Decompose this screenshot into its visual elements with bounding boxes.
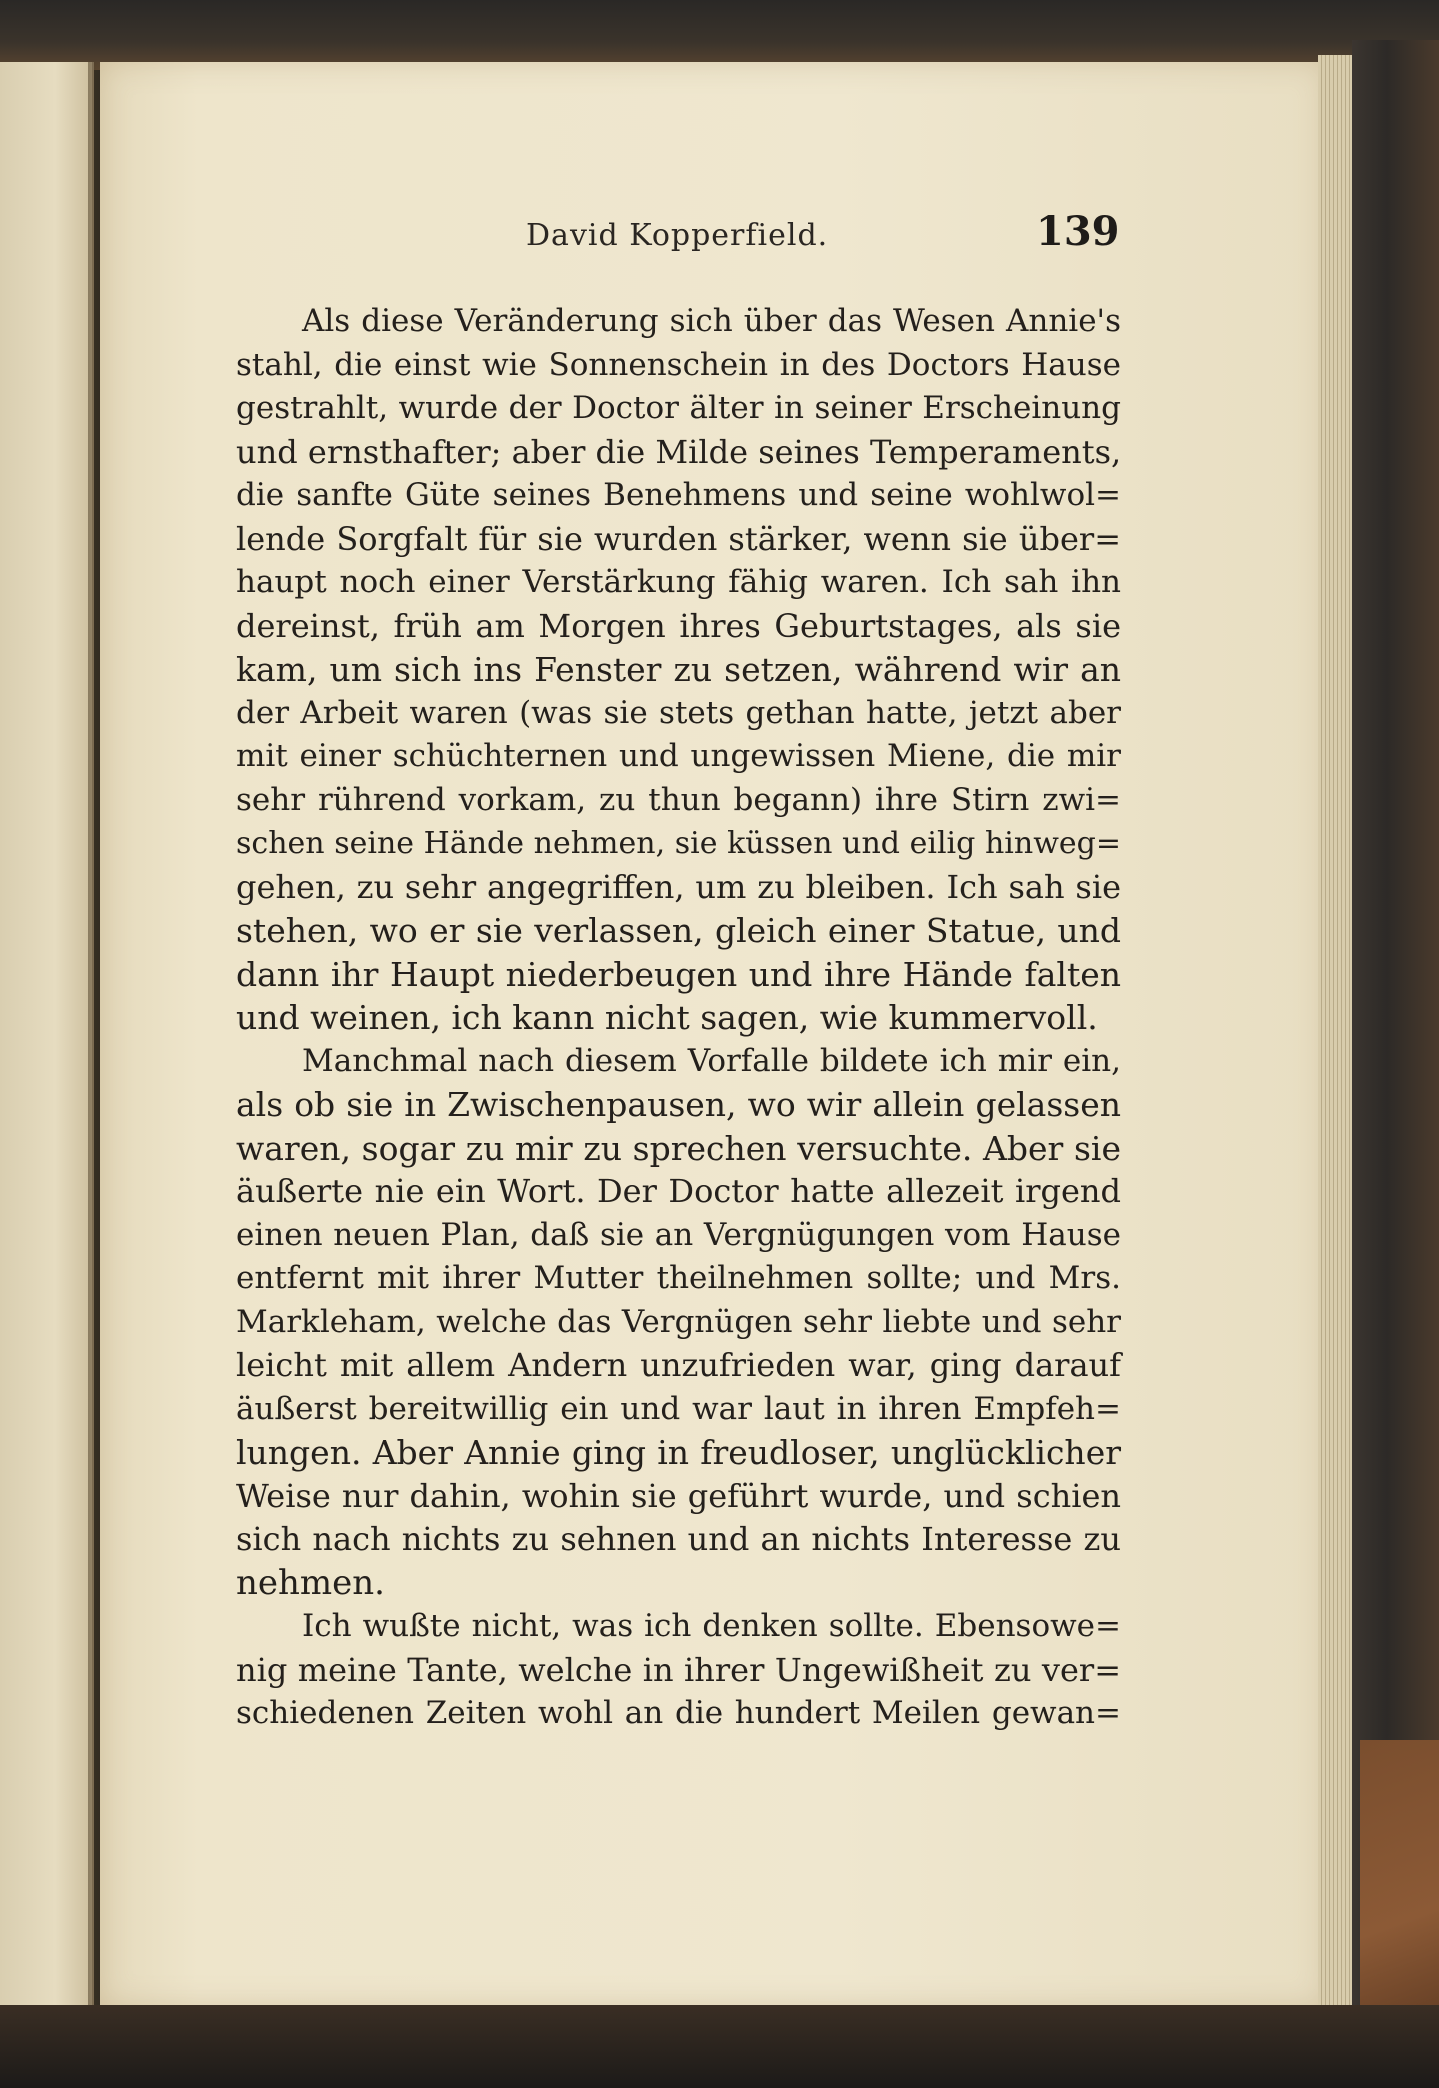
book-bottom-edge (0, 2005, 1439, 2088)
text-line: äußerte nie ein Wort. Der Doctor hatte allezeit irgend (236, 1172, 1121, 1210)
text-line: Markleham, welche das Vergnügen sehr liebte und sehr (236, 1303, 1121, 1340)
text-line: als ob sie in Zwischenpausen, wo wir allein gelassen (236, 1085, 1121, 1124)
text-line: gehen, zu sehr angegriffen, um zu bleiben. Ich sah sie (236, 867, 1121, 906)
text-line: haupt noch einer Verstärkung fähig waren. Ich sah ihn (236, 564, 1121, 600)
text-line: sehr rührend vorkam, zu thun begann) ihre Stirn zwi= (236, 781, 1121, 818)
text-line: schen seine Hände nehmen, sie küssen und eilig hinweg= (236, 826, 1121, 861)
text-line: dann ihr Haupt niederbeugen und ihre Hände falten (236, 954, 1121, 994)
text-line: leicht mit allem Andern unzufrieden war, ging darauf (236, 1346, 1121, 1384)
book-cover-corner (1360, 1740, 1439, 2040)
text-line: und ernsthafter; aber die Milde seines Temperaments, (236, 432, 1122, 471)
text-line: Weise nur dahin, wohin sie geführt wurde, und schien (236, 1476, 1121, 1515)
text-line: der Arbeit waren (was sie stets gethan hatte, jetzt aber (236, 694, 1121, 731)
text-line: die sanfte Güte seines Benehmens und seine wohlwol= (236, 477, 1121, 513)
paragraph-1 (236, 300, 1121, 1040)
book-top-edge (0, 0, 1439, 70)
page-number: 139 (1036, 208, 1120, 255)
paragraph-2 (236, 1040, 1121, 1606)
text-line: Ich wußte nicht, was ich denken sollte. Ebensowe= (302, 1608, 1121, 1644)
text-line: sich nach nichts zu sehnen und an nichts Interesse zu (236, 1520, 1121, 1558)
text-line: lende Sorgfalt für sie wurden stärker, wenn sie über= (236, 519, 1121, 558)
text-line: dereinst, früh am Morgen ihres Geburtstages, als sie (236, 606, 1121, 645)
text-line: Manchmal nach diesem Vorfalle bildete ich mir ein, (302, 1042, 1121, 1079)
text-line: stehen, wo er sie verlassen, gleich einer Statue, und (236, 911, 1121, 950)
running-title: David Kopperfield. (526, 218, 829, 253)
text-line: nehmen. (236, 1562, 385, 1603)
text-line: Als diese Veränderung sich über das Wesen Annie's (302, 303, 1121, 339)
text-line: einen neuen Plan, daß sie an Vergnügungen vom Hause (236, 1216, 1121, 1253)
body-text (236, 300, 1121, 1736)
text-line: schiedenen Zeiten wohl an die hundert Meilen gewan= (236, 1695, 1121, 1731)
text-line: äußerst bereitwillig ein und war laut in ihren Empfeh= (236, 1390, 1121, 1427)
text-line: nig meine Tante, welche in ihrer Ungewißheit zu ver= (236, 1650, 1121, 1689)
text-line: und weinen, ich kann nicht sagen, wie kummervoll. (236, 998, 1098, 1037)
text-line: waren, sogar zu mir zu sprechen versuchte. Aber sie (236, 1128, 1121, 1168)
text-line: lungen. Aber Annie ging in freudloser, unglücklicher (236, 1433, 1121, 1472)
text-line: gestrahlt, wurde der Doctor älter in seiner Erscheinung (236, 390, 1121, 426)
paragraph-3 (236, 1605, 1121, 1736)
text-line: mit einer schüchternen und ungewissen Miene, die mir (236, 738, 1121, 774)
left-page-edge (0, 62, 94, 2022)
text-line: entfernt mit ihrer Mutter theilnehmen sollte; und Mrs. (236, 1260, 1121, 1296)
text-line: kam, um sich ins Fenster zu setzen, während wir an (236, 650, 1121, 689)
text-line: stahl, die einst wie Sonnenschein in des Doctors Hause (236, 346, 1121, 383)
